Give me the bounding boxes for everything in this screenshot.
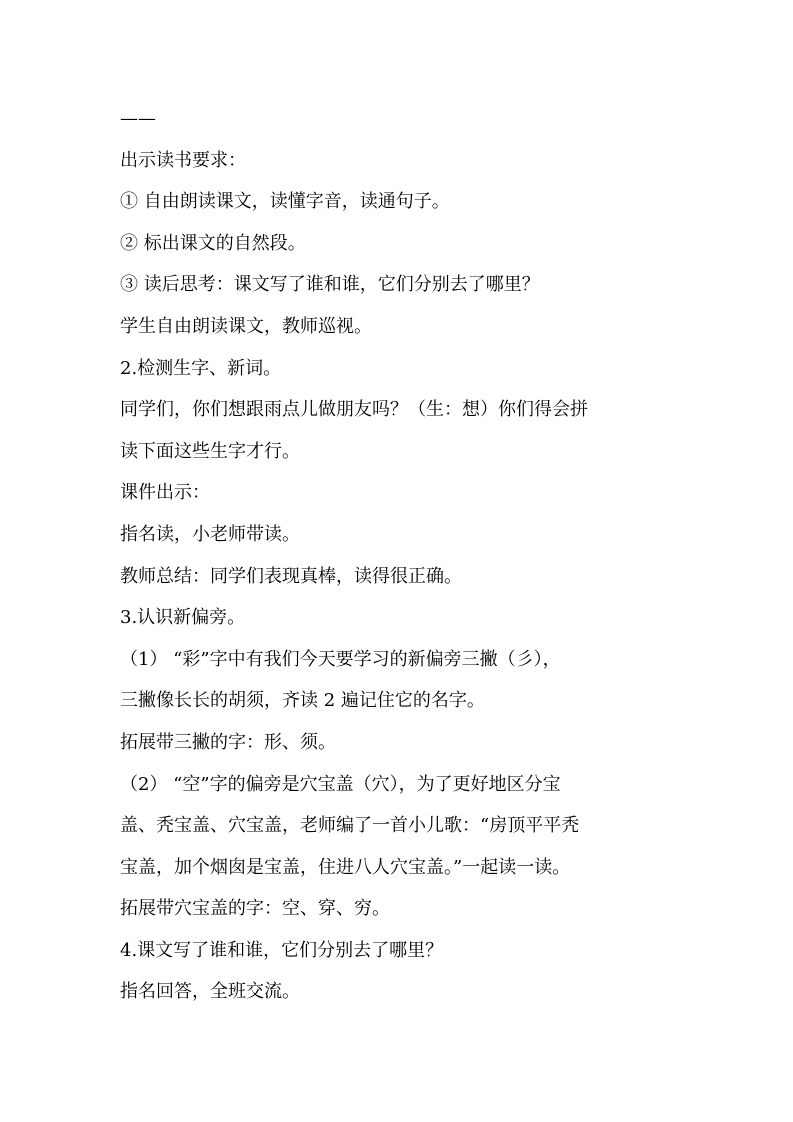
section-heading-2: 2.检测生字、新词。 bbox=[120, 357, 282, 379]
section-heading-4: 4.课文写了谁和谁，它们分别去了哪里？ bbox=[120, 939, 444, 961]
paragraph-text: 教师总结：同学们表现真棒，读得很正确。 bbox=[120, 565, 462, 587]
paragraph-text: 拓展带穴宝盖的字：空、穿、穷。 bbox=[120, 898, 390, 920]
paragraph-text: 三撇像长长的胡须，齐读 2 遍记住它的名字。 bbox=[120, 690, 485, 712]
requirement-item-2: ② 标出课文的自然段。 bbox=[120, 232, 306, 254]
paragraph-text: （2） “空”字的偏旁是穴宝盖（穴），为了更好地区分宝 bbox=[120, 773, 561, 795]
paragraph-text: 宝盖，加个烟囱是宝盖，住进八人穴宝盖。”一起读一读。 bbox=[120, 856, 571, 878]
paragraph-text: 指名读，小老师带读。 bbox=[120, 523, 300, 545]
paragraph-text: 读下面这些生字才行。 bbox=[120, 440, 300, 462]
paragraph-text: （1） “彩”字中有我们今天要学习的新偏旁三撇（彡）， bbox=[120, 648, 561, 670]
paragraph-text: 指名回答，全班交流。 bbox=[120, 981, 300, 1003]
paragraph-text: 同学们，你们想跟雨点儿做朋友吗？（生：想）你们得会拼 bbox=[120, 399, 588, 421]
paragraph-text: 盖、秃宝盖、穴宝盖，老师编了一首小儿歌：“房顶平平秃 bbox=[120, 815, 580, 837]
requirement-item-3: ③ 读后思考：课文写了谁和谁，它们分别去了哪里？ bbox=[120, 274, 540, 296]
dash-line: —— bbox=[120, 108, 156, 129]
reading-requirements-heading: 出示读书要求： bbox=[120, 149, 246, 171]
paragraph-text: 学生自由朗读课文，教师巡视。 bbox=[120, 315, 372, 337]
paragraph-text: 课件出示： bbox=[120, 482, 210, 504]
paragraph-text: 拓展带三撇的字：形、须。 bbox=[120, 731, 336, 753]
section-heading-3: 3.认识新偏旁。 bbox=[120, 607, 246, 629]
requirement-item-1: ① 自由朗读课文，读懂字音，读通句子。 bbox=[120, 191, 450, 213]
document-body bbox=[120, 98, 680, 1013]
